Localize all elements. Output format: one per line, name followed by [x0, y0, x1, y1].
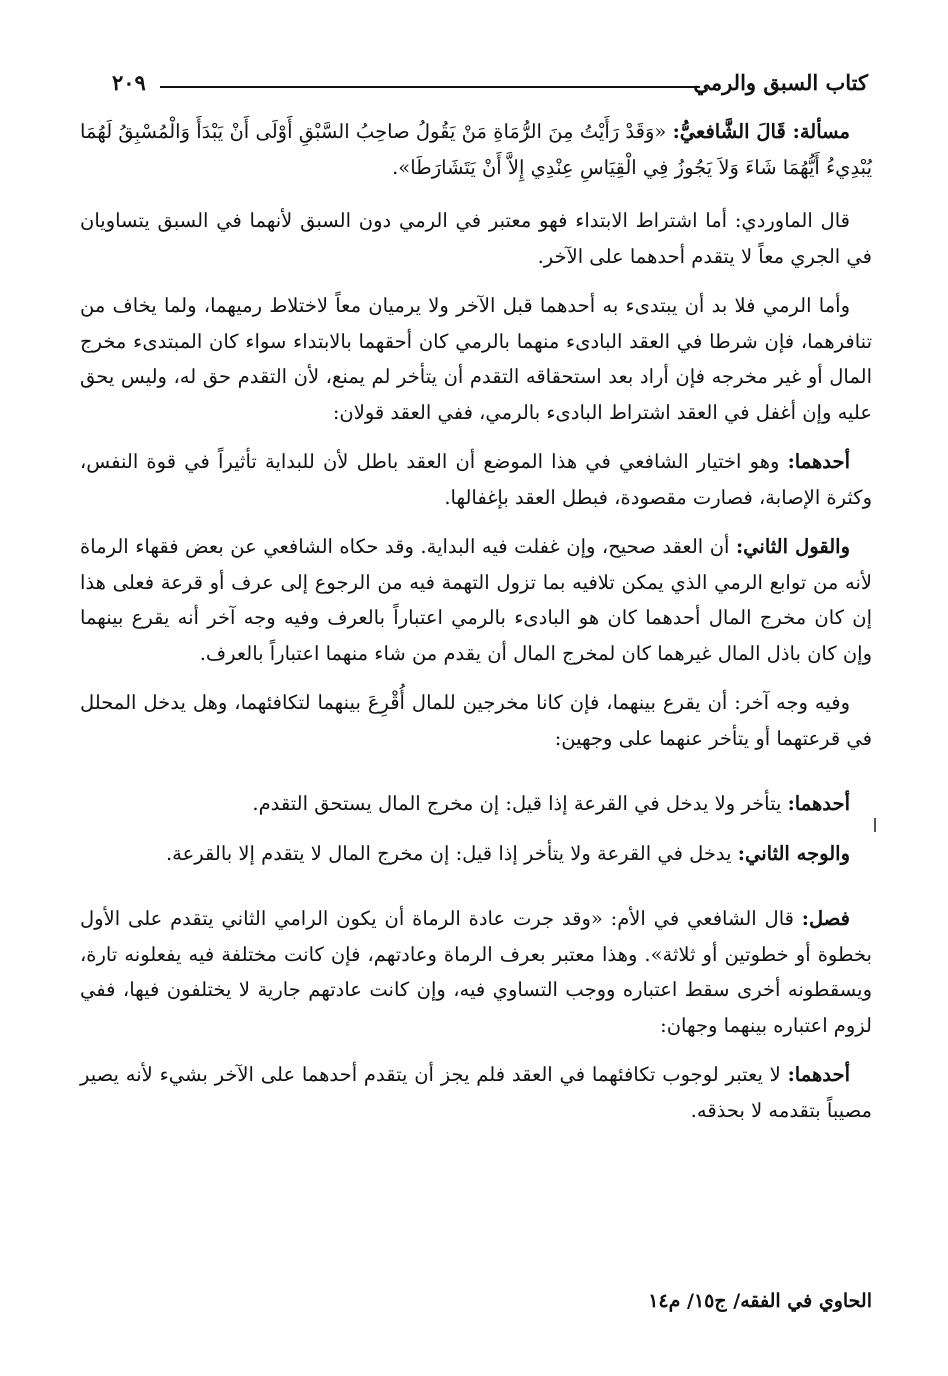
paragraph-text: يتأخر ولا يدخل في القرعة إذا قيل: إن مخرج المال يستحق التقدم.	[252, 792, 788, 815]
footer-signature: الحاوي في الفقه/ ج١٥/ م١٤	[648, 1290, 872, 1312]
paragraph-mawardi	[80, 203, 872, 274]
paragraph-second-view	[80, 836, 872, 872]
paragraph-lead: مسألة: قَالَ الشَّافعيُّ:	[672, 120, 850, 143]
main-text	[80, 110, 872, 1128]
paragraph-lead: أحدهما:	[787, 792, 850, 815]
paragraph-text: لا يعتبر لوجوب تكافئهما في العقد فلم يجز أن يتقدم أحدهما على الآخر بشيء لأنه يصير مصيباً بتقدمه لا بحذقه.	[80, 1063, 872, 1122]
paragraph-fasl	[80, 901, 872, 1043]
paragraph-lead: أحدهما:	[787, 1063, 850, 1086]
paragraph-first-opinion	[80, 444, 872, 515]
paragraph-second-opinion	[80, 529, 872, 671]
paragraph-fasl-first	[80, 1057, 872, 1128]
page-number: ٢٠٩	[112, 70, 146, 95]
running-header	[112, 62, 868, 102]
header-rule	[160, 86, 700, 88]
paragraph-text: وفيه وجه آخر: أن يقرع بينهما، فإن كانا مخرجين للمال أُقْرِعَ بينهما لتكافئهما، وهل يدخل المحلل في قرعتهما أو يتأخر عنهما على وجهين:	[80, 691, 872, 750]
paragraph-text: وهو اختيار الشافعي في هذا الموضع أن العقد باطل لأن للبداية تأثيراً في قوة النفس، وكثرة الإصابة، فصارت مقصودة، فبطل العقد بإغفالها.	[80, 450, 872, 509]
paragraph-text: أن العقد صحيح، وإن غفلت فيه البداية. وقد حكاه الشافعي عن بعض فقهاء الرماة لأنه من توابع الرمي الذي يمكن تلافيه بما تزول التهمة فيه من الرجوع إلى عرف أو قرعة فعلى هذا إن كان مخرج المال أحدهما كان هو البادىء بالرمي اعتباراً بالعرف وفيه وجه آخر أنه يقرع بينهما وإن كان باذل المال غيرهما كان لمخرج المال أن يقدم من شاء منهما اعتباراً بالعرف.	[80, 535, 872, 665]
paragraph-first-view	[80, 786, 872, 822]
paragraph-another-view	[80, 685, 872, 756]
paragraph-text: قال الشافعي في الأم: «وقد جرت عادة الرماة أن يكون الرامي الثاني يتقدم على الأول بخطوة أو خطوتين أو ثلاثة». وهذا معتبر بعرف الرماة وعادتهم، فإن كانت مختلفة فيه يفعلونه تارة، ويسقطونه أخرى سقط اعتباره ووجب التساوي فيه، وإن كانت عادتهم جارية لا يختلفون فيها، ففي لزوم اعتباره بينهما وجهان:	[80, 907, 872, 1037]
paragraph-lead: والقول الثاني:	[735, 535, 851, 558]
paragraph-text: «وَقَدْ رَأَيْتُ مِنَ الرُّمَاةِ مَنْ يَقُولُ صاحِبُ السَّبْقِ أَوْلَى أَنْ يَبْدَأَ وَالْمُسْبِقُ لَهُمَا يُبْدِيءُ أَيُّهُمَا شَاءَ وَلاَ يَجُوزُ فِي الْقِيَاسِ عِنْدِي إِلاَّ أَنْ يَتَشَارَطَا».	[80, 120, 872, 179]
paragraph-lead: أحدهما:	[787, 450, 850, 473]
paragraph-text: وأما الرمي فلا بد أن يبتدىء به أحدهما قبل الآخر ولا يرميان معاً لاختلاط رميهما، ولما يخاف من تنافرهما، فإن شرطا في العقد البادىء منهما بالرمي كان أحقهما بالابتداء سواء كان المبتدىء مخرج المال أو غير مخرجه فإن أراد بعد استحقاقه التقدم أن يتأخر لم يمنع، لأن التقدم حق له، وليس يحق عليه وإن أغفل في العقد اشتراط البادىء بالرمي، ففي العقد قولان:	[80, 294, 872, 424]
paragraph-lead: فصل:	[801, 907, 850, 930]
paragraph-masala	[80, 114, 872, 185]
book-title: كتاب السبق والرمي	[693, 70, 868, 95]
paragraph-lead: والوجه الثاني:	[737, 841, 850, 865]
paragraph-text: يدخل في القرعة ولا يتأخر إذا قيل: إن مخرج المال لا يتقدم إلا بالقرعة.	[165, 841, 738, 865]
paragraph-rami	[80, 288, 872, 430]
margin-mark	[874, 818, 876, 832]
paragraph-text: قال الماوردي: أما اشتراط الابتداء فهو معتبر في الرمي دون السبق لأنهما في السبق يتساويان في الجري معاً لا يتقدم أحدهما على الآخر.	[80, 209, 872, 268]
